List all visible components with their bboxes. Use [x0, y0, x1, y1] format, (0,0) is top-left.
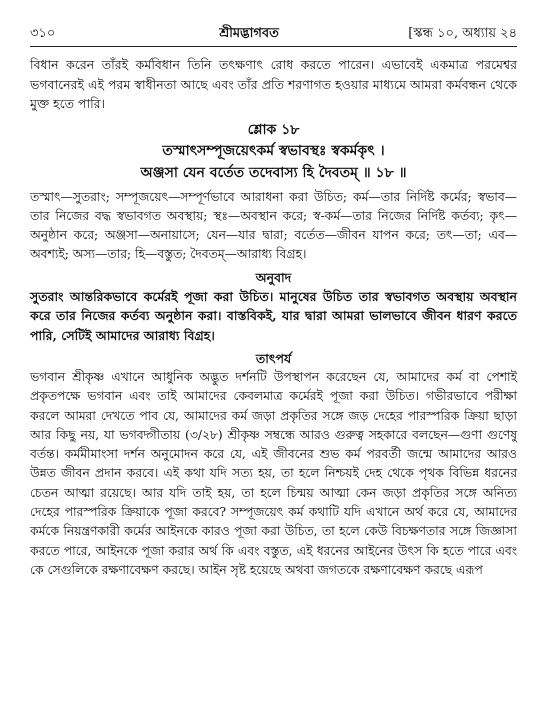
page-header: [30, 24, 517, 47]
synonyms-paragraph: তস্মাৎ—সুতরাং; সম্পূজয়েৎ—সম্পূর্ণভাবে আরাধনা করা উচিত; কর্ম—তার নির্দিষ্ট কর্মের; স্বভাব—তার নিজের বদ্ধ স্বভাবগত অবস্থায়; স্থঃ—অবস্থান করে; স্ব-কর্ম—তার নিজের নির্দিষ্ট কর্তব্য; কৃৎ—অনুষ্ঠান করে; অঞ্জসা—অনায়াসে; যেন—যার দ্বারা; বর্তেত—জীবন যাপন করে; তৎ—তা; এব—অবশ্যই; অস্য—তার; হি—বস্তুত; দৈবতম্—আরাধ্য বিগ্রহ।: [30, 189, 517, 261]
shloka-heading: শ্লোক ১৮: [247, 121, 300, 138]
translation-text: সুতরাং আন্তরিকভাবে কর্মেরই পূজা করা উচিত। মানুষের উচিত তার স্বভাবগত অবস্থায় অবস্থান করে তার নিজের কর্তব্য অনুষ্ঠান করা। বাস্তবিকই, যার দ্বারা আমরা ভালভাবে জীবন ধারণ করতে পারি, সেটিই আমাদের আরাধ্য বিগ্রহ।: [30, 288, 517, 343]
intro-paragraph: বিধান করেন তাঁরই কর্মবিধান তিনি তৎক্ষণাৎ রোধ করতে পারেন। এভাবেই একমাত্র পরমেশ্বর ভগবানেরই এই পরম স্বাধীনতা আছে এবং তাঁর প্রতি শরণাগত হওয়ার মাধ্যমে আমরা কর্মবন্ধন থেকে মুক্ত হতে পারি।: [30, 57, 517, 111]
purport-text: ভগবান শ্রীকৃষ্ণ এখানে আধুনিক অদ্ভুত দর্শনটি উপস্থাপন করেছেন যে, আমাদের কর্ম বা পেশাই প্রকৃতপক্ষে ভগবান এবং তাই আমাদের কেবলমাত্র কর্মেরই পূজা করা উচিত। গভীরভাবে পরীক্ষা করলে আমরা দেখতে পাব যে, আমাদের কর্ম জড়া প্রকৃতির সঙ্গে জড় দেহের পারস্পরিক ক্রিয়া ছাড়া আর কিছু নয়, যা ভগবদ্গীতায় (৩/২৮) শ্রীকৃষ্ণ সম্বন্ধে আরও গুরুত্ব সহকারে বলছেন—গুণা গুণেষু বর্তন্ত। কর্মমীমাংসা দর্শন অনুমোদন করে যে, এই জীবনের শুভ কর্ম পরবর্তী জন্মে আমাদের আরও উন্নত জীবন প্রদান করবে। এই কথা যদি সত্য হয়, তা হলে নিশ্চয়ই দেহ থেকে পৃথক বিভিন্ন ধরনের চেতন আত্মা রয়েছে। আর যদি তাই হয়, তা হলে চিন্ময় আত্মা কেন জড়া প্রকৃতির সঙ্গে অনিত্য দেহের পারস্পরিক ক্রিয়াকে পূজা করবে? সম্পূজয়েৎ কর্ম কথাটি যদি এখানে অর্থ করে যে, আমাদের কর্মকে নিয়ন্ত্রণকারী কর্মের আইনকে কারও পূজা করা উচিত, তা হলে কেউ বিচক্ষণতার সঙ্গে জিজ্ঞাসা করতে পারে, আইনকে পূজা করার অর্থ কি এবং বস্তুত, এই ধরনের আইনের উৎস কি হতে পারে এবং কে সেগুলিকে রক্ষণাবেক্ষণ করছে। আইন সৃষ্ট হয়েছে অথবা জগতকে রক্ষণাবেক্ষণ করছে এরূপ: [30, 370, 517, 577]
section-reference: [স্কন্ধ ১০, অধ্যায় ২৪: [408, 26, 517, 41]
page-number: ৩১০: [30, 26, 56, 41]
verse-line-2: অঞ্জসা যেন বর্তেত তদেবাস্য হি দৈবতম্ ॥ ১৮ ॥: [140, 164, 407, 181]
translation-heading: অনুবাদ: [255, 269, 292, 285]
verse-line-1: তস্মাৎসম্পূজয়েৎকর্ম স্বভাবস্থঃ স্বকর্মকৃৎ ।: [162, 142, 385, 159]
purport-heading: তাৎপর্য: [255, 351, 292, 366]
book-title: শ্রীমদ্ভাগবত: [219, 26, 279, 41]
